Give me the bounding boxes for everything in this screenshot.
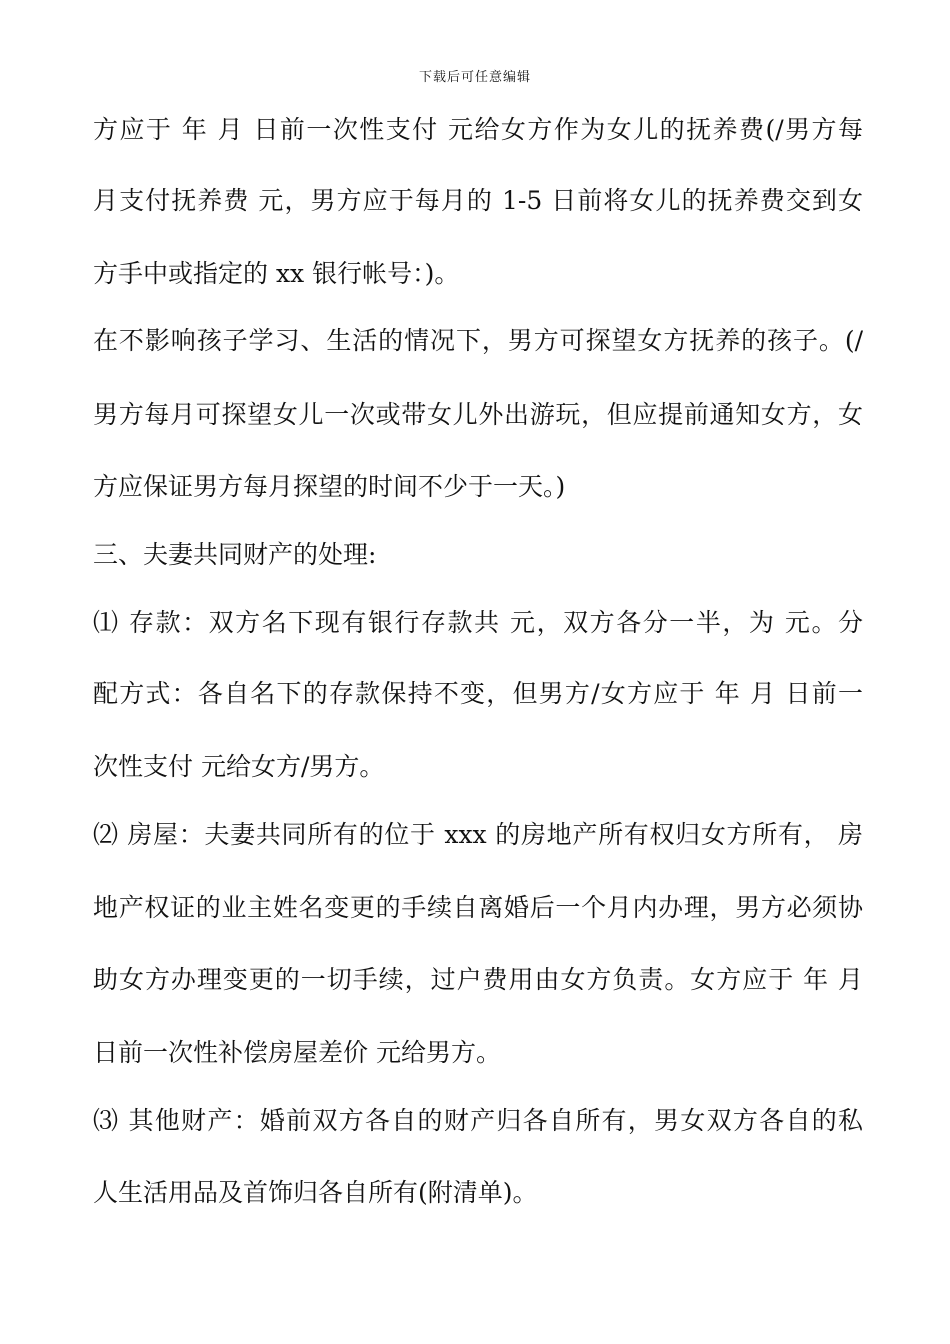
text-line-4: 在不影响孩子学习、生活的情况下，男方可探望女方抚养的孩子。(/ <box>93 326 863 355</box>
text-line-9: 配方式：各自名下的存款保持不变，但男方/女方应于 年 月 日前一 <box>93 679 863 708</box>
text-line-1: 方应于 年 月 日前一次性支付 元给女方作为女儿的抚养费(/男方每 <box>93 115 863 144</box>
section-heading-property: 三、夫妻共同财产的处理: <box>93 540 377 569</box>
text-line-16: 人生活用品及首饰归各自所有(附清单)。 <box>93 1178 538 1207</box>
text-line-3: 方手中或指定的 xx 银行帐号：)。 <box>93 259 460 288</box>
text-line-10: 次性支付 元给女方/男方。 <box>93 752 385 781</box>
text-line-14: 日前一次性补偿房屋差价 元给男方。 <box>93 1038 501 1067</box>
text-line-5: 男方每月可探望女儿一次或带女儿外出游玩，但应提前通知女方，女 <box>93 400 863 429</box>
text-line-12: 地产权证的业主姓名变更的手续自离婚后一个月内办理，男方必须协 <box>93 893 863 922</box>
header-note: 下载后可任意编辑 <box>418 70 531 85</box>
text-line-6: 方应保证男方每月探望的时间不少于一天。) <box>93 472 566 501</box>
text-line-15: ⑶ 其他财产：婚前双方各自的财产归各自所有，男女双方各自的私 <box>93 1106 863 1135</box>
text-line-8: ⑴ 存款：双方名下现有银行存款共 元，双方各分一半，为 元。分 <box>93 608 863 637</box>
text-line-11: ⑵ 房屋：夫妻共同所有的位于 xxx 的房地产所有权归女方所有， 房 <box>93 820 863 849</box>
text-line-13: 助女方办理变更的一切手续，过户费用由女方负责。女方应于 年 月 <box>93 965 863 994</box>
text-line-2: 月支付抚养费 元，男方应于每月的 1-5 日前将女儿的抚养费交到女 <box>93 186 863 215</box>
